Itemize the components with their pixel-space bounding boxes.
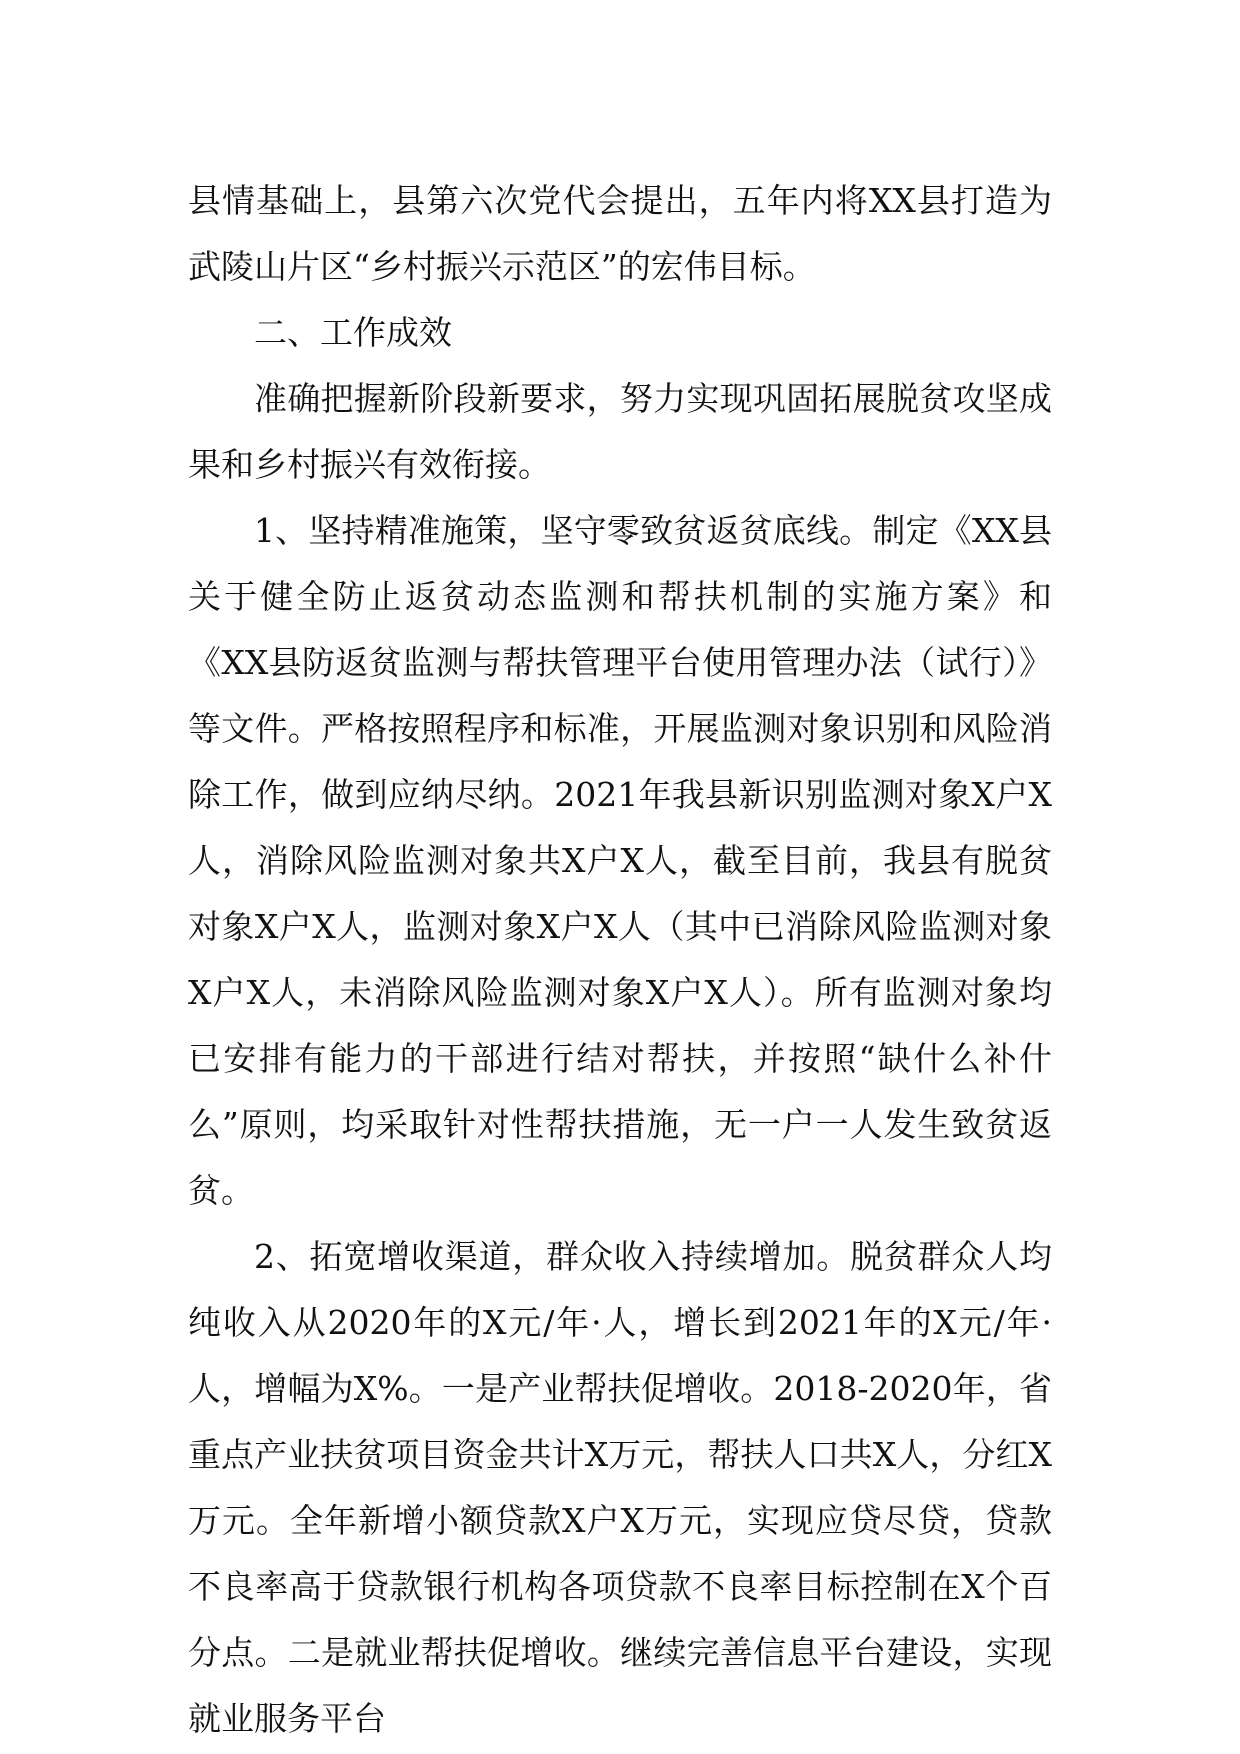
document-page (188, 168, 1052, 1752)
body-paragraph-1: 县情基础上，县第六次党代会提出，五年内将XX县打造为武陵山片区“乡村振兴示范区”的宏伟目标。 (188, 181, 1052, 286)
body-paragraph-4: 2、拓宽增收渠道，群众收入持续增加。脱贫群众人均纯收入从2020年的X元/年·人，增长到2021年的X元/年·人，增幅为X%。一是产业帮扶促增收。2018-2020年，省重点产业扶贫项目资金共计X万元，帮扶人口共X人，分红X万元。全年新增小额贷款X户X万元，实现应贷尽贷，贷款不良率高于贷款银行机构各项贷款不良率目标控制在X个百分点。二是就业帮扶促增收。继续完善信息平台建设，实现就业服务平台 (188, 1237, 1052, 1738)
section-heading-work-results: 二、工作成效 (254, 313, 452, 352)
body-paragraph-2: 准确把握新阶段新要求，努力实现巩固拓展脱贫攻坚成果和乡村振兴有效衔接。 (188, 379, 1052, 484)
body-paragraph-3: 1、坚持精准施策，坚守零致贫返贫底线。制定《XX县关于健全防止返贫动态监测和帮扶机制的实施方案》和《XX县防返贫监测与帮扶管理平台使用管理办法（试行）》等文件。严格按照程序和标准，开展监测对象识别和风险消除工作，做到应纳尽纳。2021年我县新识别监测对象X户X人，消除风险监测对象共X户X人，截至目前，我县有脱贫对象X户X人，监测对象X户X人（其中已消除风险监测对象X户X人，未消除风险监测对象X户X人）。所有监测对象均已安排有能力的干部进行结对帮扶，并按照“缺什么补什么”原则，均采取针对性帮扶措施，无一户一人发生致贫返贫。 (188, 511, 1052, 1210)
